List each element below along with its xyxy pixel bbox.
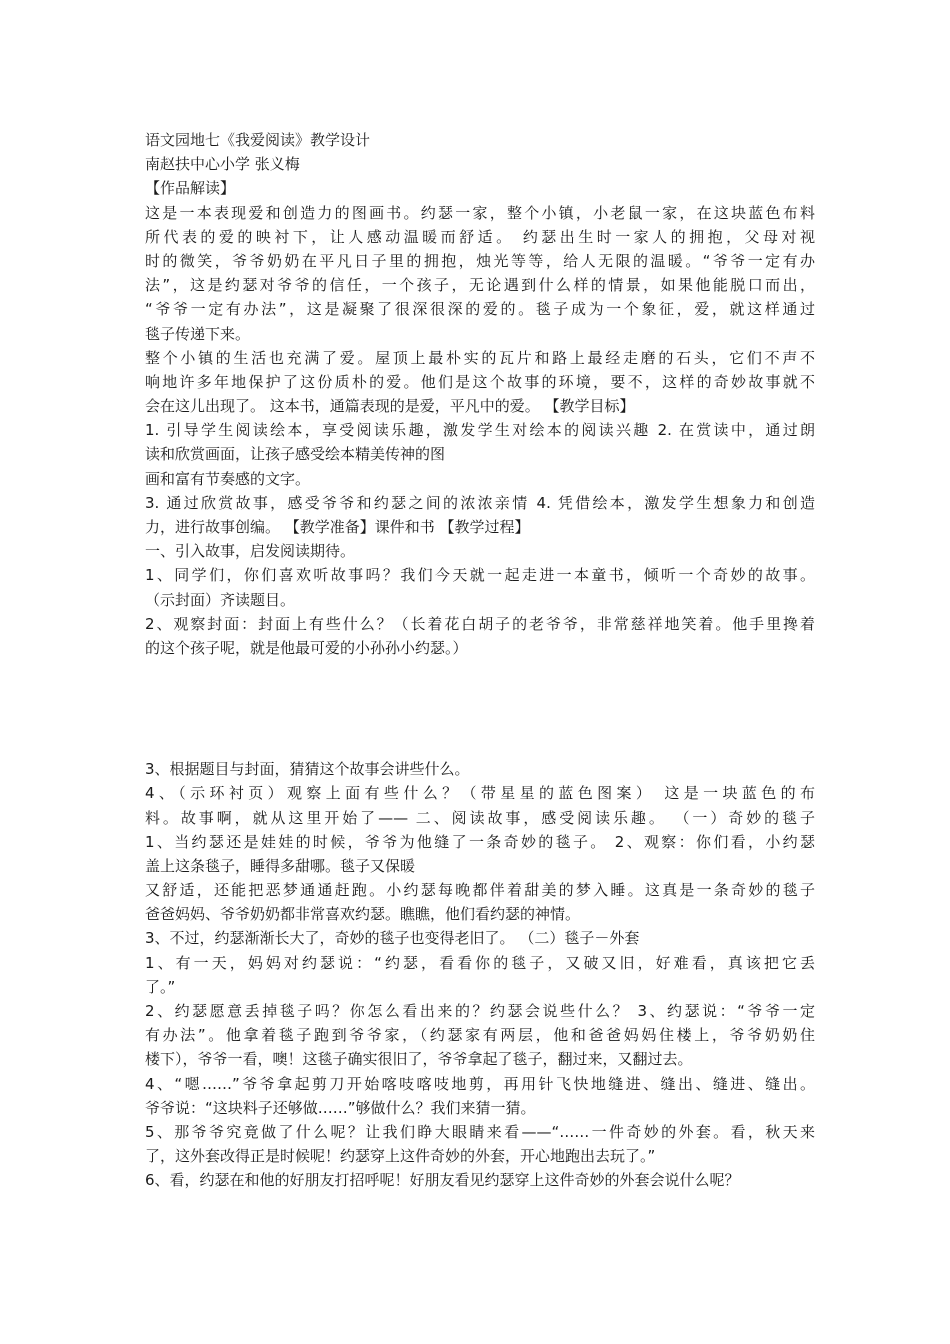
text-line: 3、根据题目与封面，猜猜这个故事会讲些什么。 [145,760,470,779]
document-body-bottom [145,757,815,1192]
text-line: 6、看，约瑟在和他的好朋友打招呼呢！好朋友看见约瑟穿上这件奇妙的外套会说什么呢？ [145,1171,740,1190]
text-line: 1、有一天，妈妈对约瑟说：“约瑟，看看你的毯子，又破又旧，好难看，真该把它丢 [145,953,815,972]
text-line: 响地许多年地保护了这份质朴的爱。他们是这个故事的环境，要不，这样的奇妙故事就不 [145,372,815,391]
text-line: 画和富有节奏感的文字。 [145,469,311,488]
text-line: 2、观察封面：封面上有些什么？（长着花白胡子的老爷爷，非常慈祥地笑着。他手里搀着 [145,614,815,633]
text-line: “爷爷一定有办法”，这是凝聚了很深很深的爱的。毯子成为一个象征，爱，就这样通过 [145,300,815,319]
page-gap [145,660,815,757]
document-body-top [145,128,815,660]
text-line: 爷爷说：“这块料子还够做……”够做什么？我们来猜一猜。 [145,1098,536,1117]
text-line: 法”，这是约瑟对爷爷的信任，一个孩子，无论遇到什么样的情景，如果他能脱口而出， [145,276,815,295]
text-line: 1. 引导学生阅读绘本，享受阅读乐趣，激发学生对绘本的阅读兴趣 2. 在赏读中，通过朗 [145,421,815,440]
text-line: 一、引入故事，启发阅读期待。 [145,542,356,561]
text-line: 楼下），爷爷一看，噢！这毯子确实很旧了，爷爷拿起了毯子，翻过来，又翻过去。 [145,1050,693,1069]
text-line: 2、约瑟愿意丢掉毯子吗？你怎么看出来的？约瑟会说些什么？ 3、约瑟说：“爷爷一定 [145,1002,815,1020]
document-page [145,128,815,1193]
text-line: 盖上这条毯子，睡得多甜哪。毯子又保暖 [145,856,416,875]
text-line: 3、不过，约瑟渐渐长大了，奇妙的毯子也变得老旧了。 （二）毯子－外套 [145,929,640,948]
text-line: 语文园地七《我爱阅读》教学设计 [145,131,371,149]
text-line: 的这个孩子呢，就是他最可爱的小孙孙小约瑟。） [145,638,468,657]
text-line: 又舒适，还能把恶梦通通赶跑。小约瑟每晚都伴着甜美的梦入睡。这真是一条奇妙的毯子 [145,881,815,900]
text-line: 爸爸妈妈、爷爷奶奶都非常喜欢约瑟。瞧瞧，他们看约瑟的神情。 [145,905,581,924]
text-line: 整个小镇的生活也充满了爱。屋顶上最朴实的瓦片和路上最经走磨的石头，它们不声不 [145,348,815,367]
text-line: 力，进行故事创编。 【教学准备】课件和书 【教学过程】 [145,518,530,536]
text-line: 4、“嗯……”爷爷拿起剪刀开始喀吱喀吱地剪，再用针飞快地缝进、缝出、缝进、缝出。 [145,1074,815,1093]
text-line: 料。故事啊，就从这里开始了—— 二、阅读故事，感受阅读乐趣。 （一）奇妙的毯子 [145,808,815,827]
text-line: 会在这儿出现了。 这本书，通篇表现的是爱，平凡中的爱。 【教学目标】 [145,397,635,416]
text-line: 有办法”。他拿着毯子跑到爷爷家，（约瑟家有两层，他和爸爸妈妈住楼上，爷爷奶奶住 [145,1026,815,1045]
text-line: 1、同学们，你们喜欢听故事吗？我们今天就一起走进一本童书，倾听一个奇妙的故事。 [145,566,815,585]
text-line: 【作品解读】 [145,179,236,198]
text-line: 读和欣赏画面，让孩子感受绘本精美传神的图 [145,445,446,464]
text-line: 了，这外套改得正是时候呢！约瑟穿上这件奇妙的外套，开心地跑出去玩了。” [145,1147,656,1166]
text-line: 毯子传递下来。 [145,324,251,343]
text-line: 3. 通过欣赏故事，感受爷爷和约瑟之间的浓浓亲情 4. 凭借绘本，激发学生想象力和创造 [145,493,815,512]
text-line: 南赵扶中心小学 张义梅 [145,155,300,174]
text-line: 时的微笑，爷爷奶奶在平凡日子里的拥抱，烛光等等，给人无限的温暖。“爷爷一定有办 [145,251,815,270]
text-line: （示封面）齐读题目。 [145,590,296,609]
text-line: 1、当约瑟还是娃娃的时候，爷爷为他缝了一条奇妙的毯子。 2、观察：你们看，小约瑟 [145,832,815,851]
text-line: 了。” [145,977,176,996]
text-line: 所代表的爱的映衬下，让人感动温暖而舒适。 约瑟出生时一家人的拥抱，父母对视 [145,227,815,246]
text-line: 4、（示环衬页）观察上面有些什么？（带星星的蓝色图案） 这是一块蓝色的布 [145,784,815,803]
text-line: 5、那爷爷究竟做了什么呢？让我们睁大眼睛来看——“……一件奇妙的外套。看，秋天来 [145,1122,815,1141]
text-line: 这是一本表现爱和创造力的图画书。约瑟一家，整个小镇，小老鼠一家，在这块蓝色布料 [145,203,815,222]
